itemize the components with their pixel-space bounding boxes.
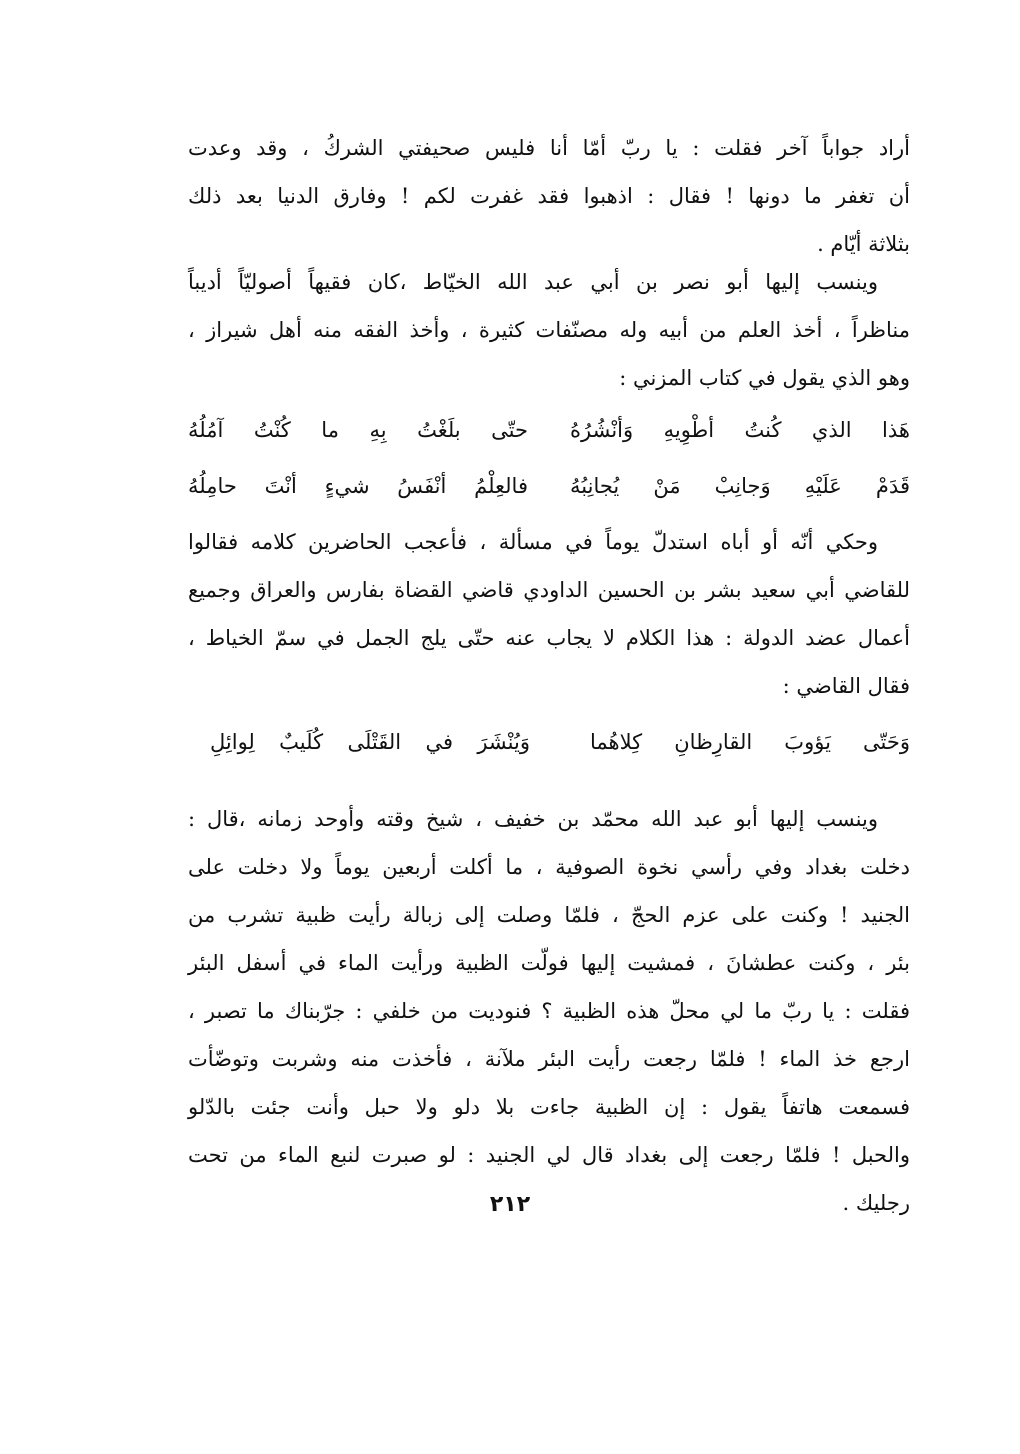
text-line: ارجع خذ الماء ! فلمّا رجعت رأيت البئر ملآنة ، فأخذت منه وشربت وتوضّأت	[188, 1047, 910, 1071]
paragraph-1	[188, 124, 910, 268]
text-line: دخلت بغداد وفي رأسي نخوة الصوفية ، ما أكلت أربعين يوماً ولا دخلت على	[188, 855, 910, 879]
text-line: وحكي أنّه أو أباه استدلّ يوماً في مسألة ، فأعجب الحاضرين كلامه فقالوا	[188, 530, 878, 554]
paragraph-4	[188, 795, 910, 1227]
text-line: أعمال عضد الدولة : هذا الكلام لا يجاب عنه حتّى يلج الجمل في سمّ الخياط ،	[188, 626, 910, 650]
text-line: والحبل ! فلمّا رجعت إلى بغداد قال لي الجنيد : لو صبرت لنبع الماء من تحت	[188, 1143, 910, 1167]
verse-line	[188, 458, 910, 514]
verse-block-1	[188, 402, 910, 514]
text-line: وينسب إليها أبو عبد الله محمّد بن خفيف ، شيخ وقته وأوحد زمانه ،قال :	[188, 807, 878, 831]
text-line: وينسب إليها أبو نصر بن أبي عبد الله الخيّاط ،كان فقيهاً أصوليّاً أديباً	[188, 270, 878, 294]
text-line: بثلاثة أيّام .	[817, 232, 910, 256]
text-line: للقاضي أبي سعيد بشر بن الحسين الداودي قاضي القضاة بفارس والعراق وجميع	[188, 578, 910, 602]
text-line: بئر ، وكنت عطشانَ ، فمشيت إليها فولّت الظبية ورأيت الماء في أسفل البئر	[188, 951, 910, 975]
paragraph-2	[188, 258, 910, 402]
paragraph-3	[188, 518, 910, 710]
hemistich-right: هَذا الذي كُنتُ أطْوِيهِ وَأنْشُرُهُ	[570, 418, 910, 442]
hemistich-left: فالعِلْمُ أنْفَسُ شيءٍ أنْتَ حامِلُهُ	[188, 474, 528, 498]
page-number: ٢١٢	[489, 1192, 531, 1217]
text-line: رجليك .	[842, 1191, 910, 1215]
hemistich-left: حتّى بلَغْتُ بِهِ ما كُنْتُ آمُلُهُ	[188, 418, 528, 442]
text-line: فقال القاضي :	[782, 674, 910, 698]
text-line: أراد جواباً آخر فقلت : يا ربّ أمّا أنا فليس صحيفتي الشركُ ، وقد وعدت	[188, 136, 910, 160]
text-line: الجنيد ! وكنت على عزم الحجّ ، فلمّا وصلت إلى زبالة رأيت ظبية تشرب من	[188, 903, 910, 927]
verse-line	[210, 714, 910, 770]
verse-line	[188, 402, 910, 458]
hemistich-right: قَدَمْ عَلَيْهِ وَجانِبْ مَنْ يُجانِبُهُ	[570, 474, 910, 498]
text-line: أن تغفر ما دونها ! فقال : اذهبوا فقد غفرت لكم ! وفارق الدنيا بعد ذلك	[188, 184, 910, 208]
verse-block-2	[210, 714, 910, 770]
text-line: فسمعت هاتفاً يقول : إن الظبية جاءت بلا دلو ولا حبل وأنت جئت بالدّلو	[188, 1095, 910, 1119]
text-line: وهو الذي يقول في كتاب المزني :	[619, 366, 910, 390]
hemistich-left: وَيُنْشَرَ في القَتْلَى كُلَيبٌ لِوائِلِ	[210, 730, 530, 754]
hemistich-right: وَحَتّى يَؤوبَ القارِظانِ كِلاهُما	[590, 730, 910, 754]
text-line: فقلت : يا ربّ ما لي محلّ هذه الظبية ؟ فنوديت من خلفي : جرّبناك ما تصبر ،	[188, 999, 910, 1023]
text-line: مناظراً ، أخذ العلم من أبيه وله مصنّفات كثيرة ، وأخذ الفقه منه أهل شيراز ،	[188, 318, 910, 342]
